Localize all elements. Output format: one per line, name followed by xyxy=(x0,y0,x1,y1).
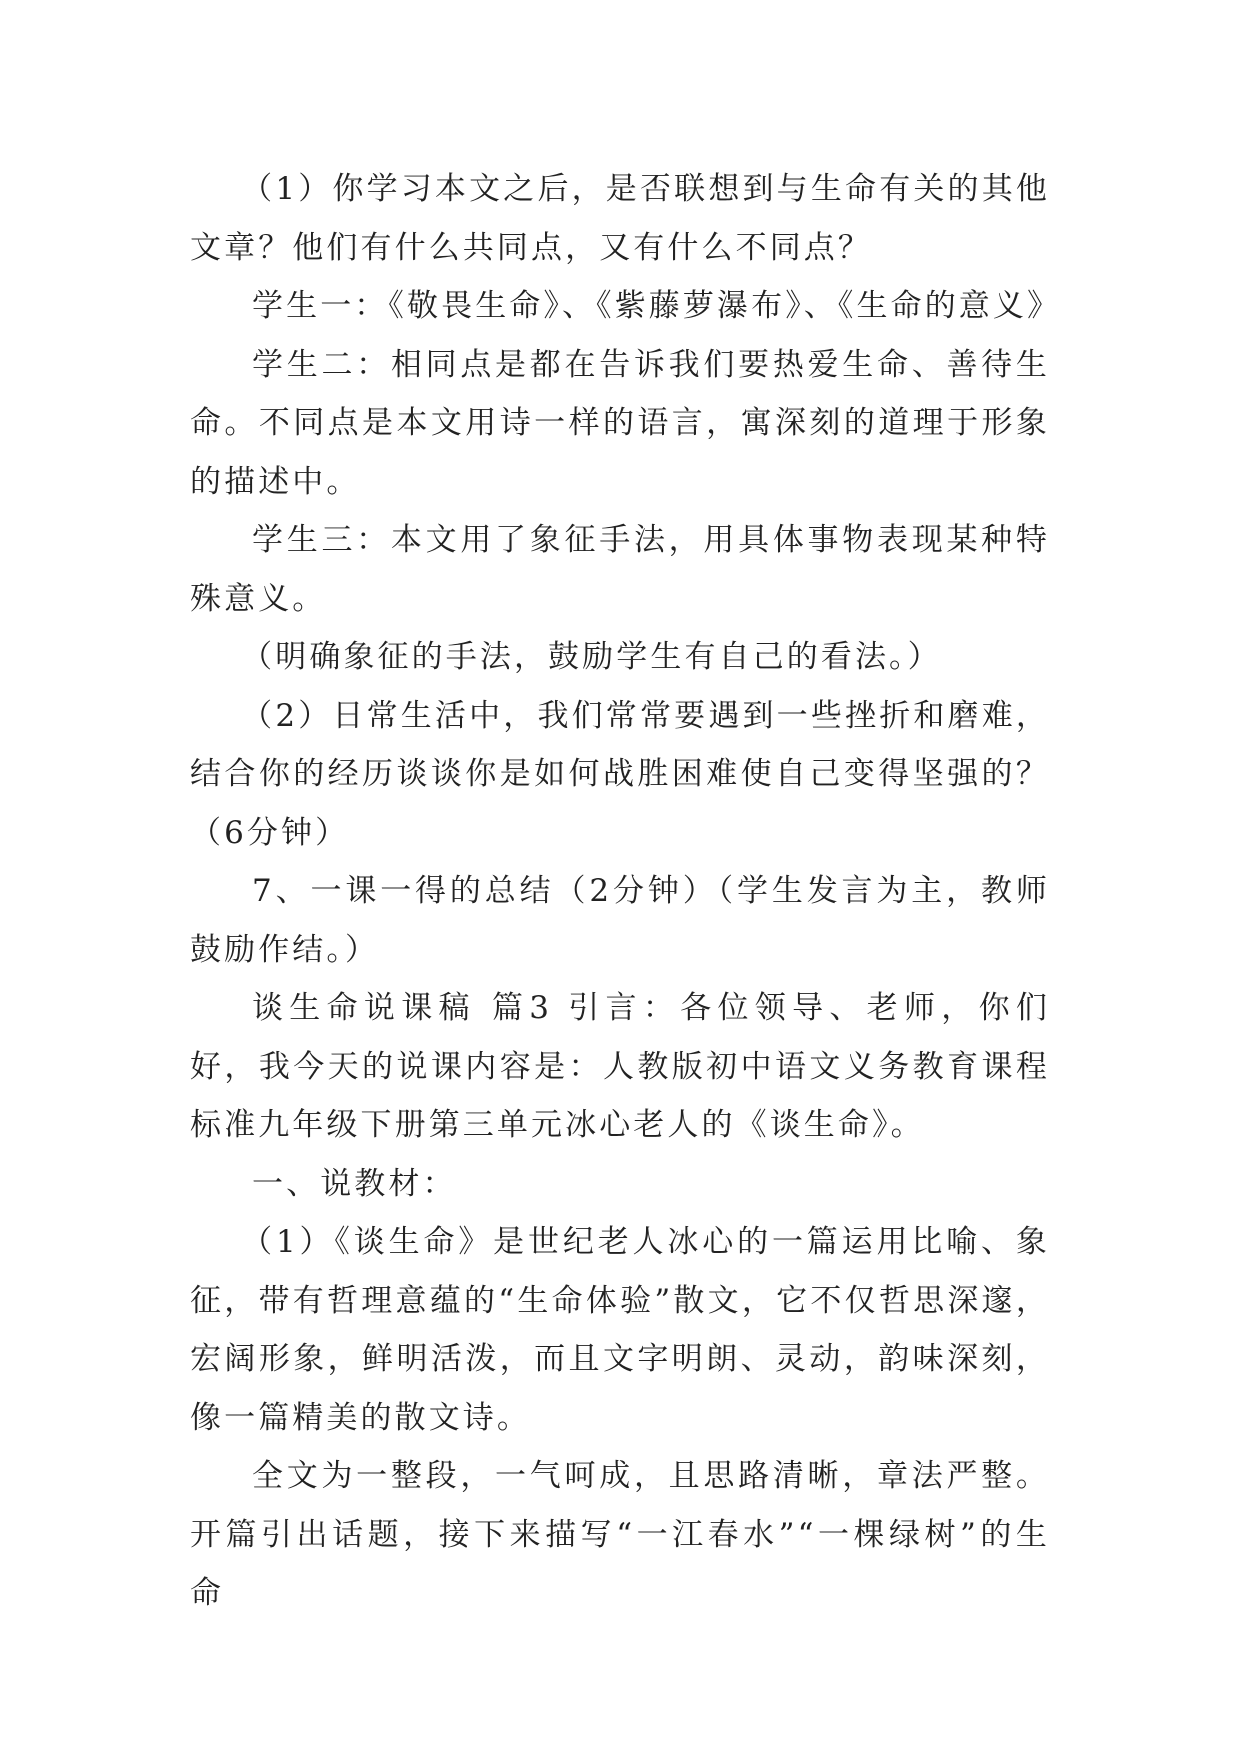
document-body xyxy=(190,160,1062,1623)
paragraph-student-2: 学生二：相同点是都在告诉我们要热爱生命、善待生命。不同点是本文用诗一样的语言，寓深刻的道理于形象的描述中。 xyxy=(190,346,1050,500)
paragraph-student-3: 学生三：本文用了象征手法，用具体事物表现某种特殊意义。 xyxy=(190,522,1050,617)
paragraph-summary: 7、一课一得的总结（2分钟）（学生发言为主，教师鼓励作结。） xyxy=(190,873,1050,968)
paragraph-textbook-2: 全文为一整段，一气呵成，且思路清晰，章法严整。开篇引出话题，接下来描写“一江春水”“一棵绿树”的生命 xyxy=(190,1458,1050,1611)
paragraph-section-intro: 谈生命说课稿 篇3 引言：各位领导、老师，你们好，我今天的说课内容是：人教版初中语文义务教育课程标准九年级下册第三单元冰心老人的《谈生命》。 xyxy=(190,990,1050,1143)
paragraph-question-2: （2）日常生活中，我们常常要遇到一些挫折和磨难，结合你的经历谈谈你是如何战胜困难使自己变得坚强的？（6分钟） xyxy=(190,697,1050,851)
paragraph-student-1: 学生一：《敬畏生命》、《紫藤萝瀑布》、《生命的意义》 xyxy=(252,288,1062,324)
paragraph-question-1: （1）你学习本文之后，是否联想到与生命有关的其他文章？他们有什么共同点，又有什么不同点？ xyxy=(190,171,1050,266)
paragraph-teacher-note: （明确象征的手法，鼓励学生有自己的看法。） xyxy=(241,639,942,675)
heading-textbook: 一、说教材： xyxy=(252,1165,457,1202)
paragraph-textbook-1: （1）《谈生命》是世纪老人冰心的一篇运用比喻、象征，带有哲理意蕴的“生命体验”散文，它不仅哲思深邃，宏阔形象，鲜明活泼，而且文字明朗、灵动，韵味深刻，像一篇精美的散文诗。 xyxy=(190,1224,1050,1436)
